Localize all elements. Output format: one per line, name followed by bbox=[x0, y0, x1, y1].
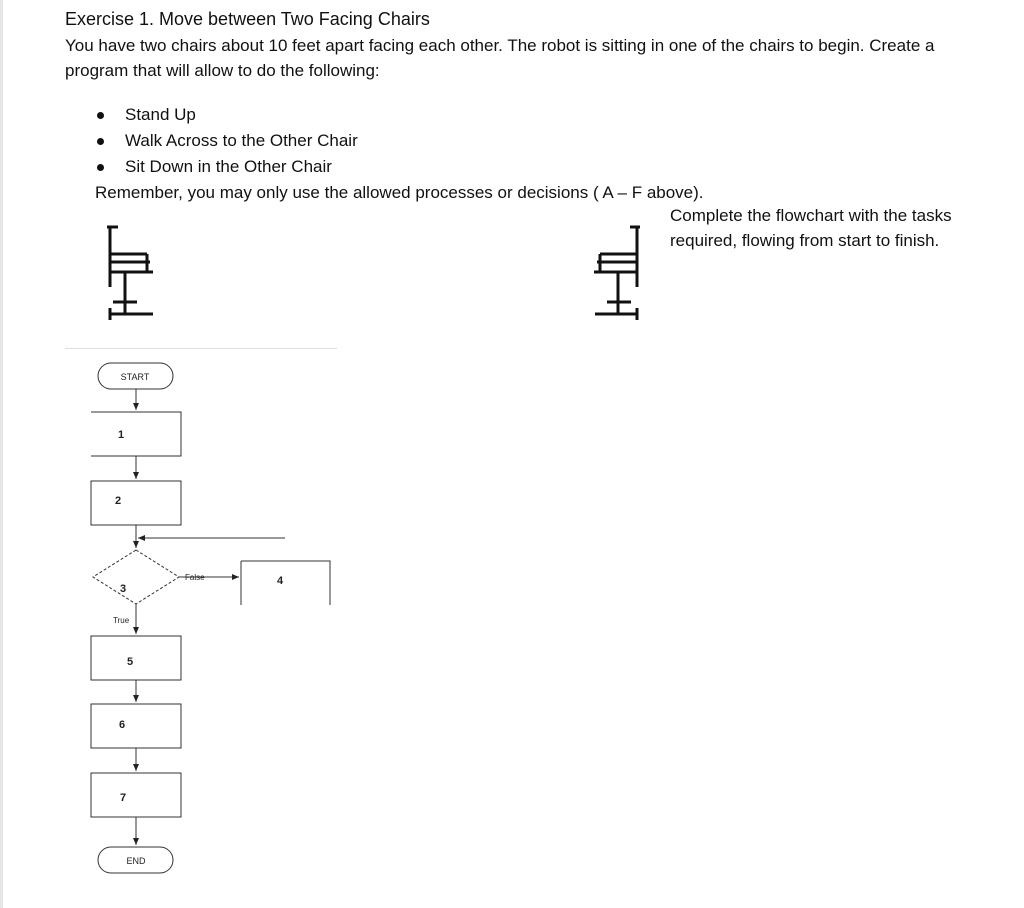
task-text: Sit Down in the Other Chair bbox=[125, 157, 332, 176]
step-7-box bbox=[91, 773, 181, 817]
step-4-box bbox=[241, 561, 330, 605]
step-2-label: 2 bbox=[115, 495, 122, 507]
false-label: False bbox=[185, 573, 205, 582]
task-text: Stand Up bbox=[125, 105, 196, 124]
step-7-label: 7 bbox=[120, 792, 127, 804]
step-6-label: 6 bbox=[119, 719, 126, 731]
step-5-box bbox=[91, 636, 181, 680]
exercise-description: You have two chairs about 10 feet apart facing each other. The robot is sitting in one of the chairs to begin. Create a program that will allow to do the following: bbox=[65, 36, 935, 80]
task-text: Walk Across to the Other Chair bbox=[125, 131, 358, 150]
exercise-title: Exercise 1. Move between Two Facing Chairs bbox=[65, 9, 430, 29]
step-4-label: 4 bbox=[277, 575, 284, 587]
step-6-box bbox=[91, 704, 181, 748]
end-label: END bbox=[126, 856, 146, 866]
reminder-text: Remember, you may only use the allowed processes or decisions ( A – F above). bbox=[95, 183, 704, 202]
decision-3-diamond bbox=[93, 550, 179, 604]
step-5-label: 5 bbox=[127, 656, 134, 668]
step-3-label: 3 bbox=[120, 583, 127, 595]
step-2-box bbox=[91, 481, 181, 525]
start-label: START bbox=[120, 372, 150, 382]
true-label: True bbox=[113, 616, 130, 625]
step-1-label: 1 bbox=[118, 429, 125, 441]
step-1-box bbox=[91, 412, 181, 456]
flowchart-note: Complete the flowchart with the tasks required, flowing from start to finish. bbox=[670, 206, 952, 250]
